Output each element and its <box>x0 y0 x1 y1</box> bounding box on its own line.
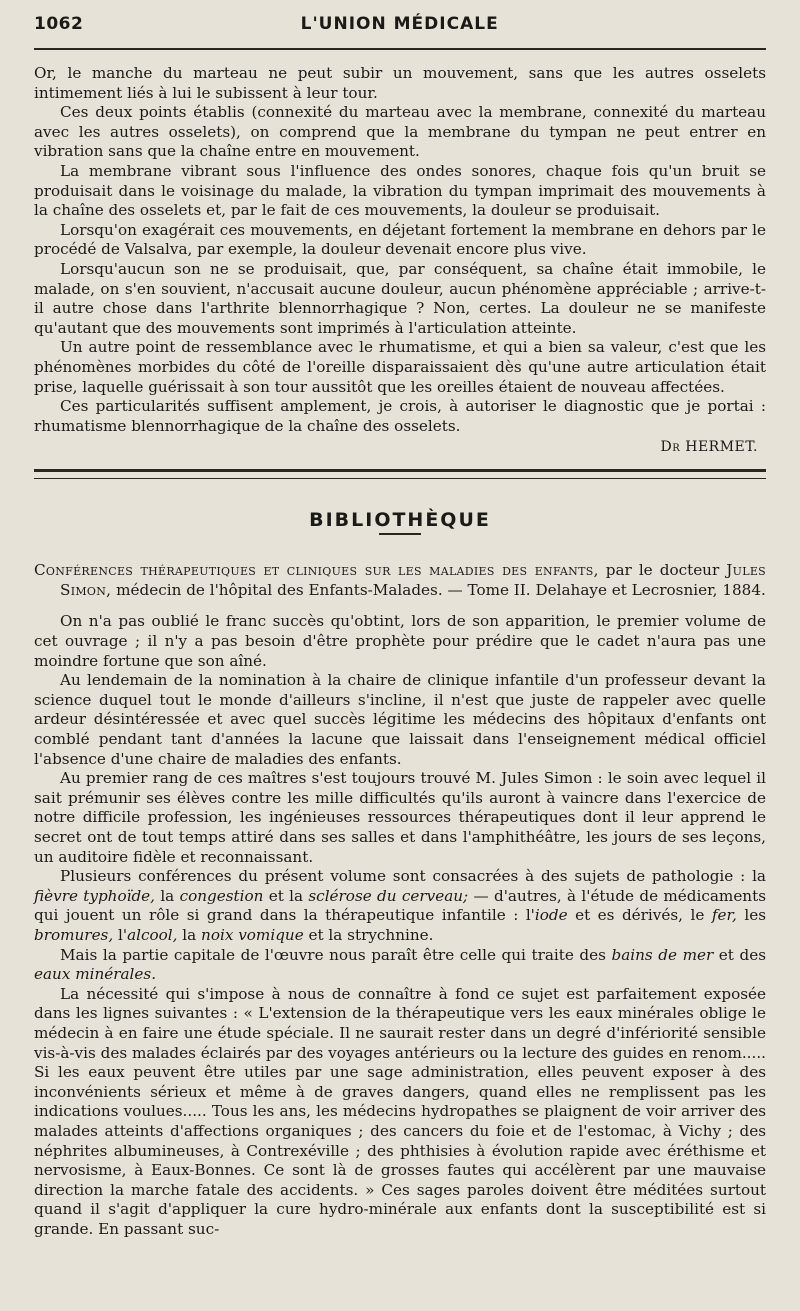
article-body <box>34 64 766 436</box>
text-run: les <box>736 906 767 925</box>
text-run: Plusieurs conférences du présent volume sont consacrées à des sujets de pathologie : la <box>60 867 766 886</box>
review-body <box>34 612 766 1239</box>
section-title: BIBLIOTHÈQUE <box>309 509 491 532</box>
text-run: la <box>177 925 202 944</box>
text-run: et es dérivés, le <box>567 906 712 925</box>
article-paragraph: Lorsqu'aucun son ne se produisait, que, par conséquent, sa chaîne était immobile, le malade, on s'en souvient, n'accusait aucune douleur, aucun phénomène appréciable ; arrive-t-il autre chose dans l'arthrite blennorrhagique ? Non, certes. La douleur ne se manifeste qu'autant que des mouvements sont imprimés à l'articulation atteinte. <box>34 259 766 337</box>
page-header <box>34 14 766 46</box>
italic-term: bains de mer <box>611 945 714 964</box>
article-paragraph: La membrane vibrant sous l'influence des ondes sonores, chaque fois qu'un bruit se produisait dans le voisinage du malade, la vibration du tympan imprimait des mouvements à la chaîne des osselets et, par le fait de ces mouvements, la douleur se produisait. <box>34 161 766 220</box>
text-run: l' <box>113 925 128 944</box>
italic-term: noix vomique <box>201 925 304 944</box>
italic-term: congestion <box>179 886 264 905</box>
review-paragraph: Au lendemain de la nomination à la chaire de clinique infantile d'un professeur devant la science duquel tout le monde d'ailleurs s'incline, il n'est que juste de rappeler avec quelle ardeur désintéressée et avec quel succès légitime les médecins des hôpitaux d'enfants ont comblé pendant tant d'années la lacune que laissait dans l'enseignement médical officiel l'absence d'une chaire de maladies des enfants. <box>34 671 766 768</box>
section-divider <box>34 469 766 479</box>
running-head: L'UNION MÉDICALE <box>300 14 499 34</box>
text-run: et la <box>263 886 309 905</box>
review-paragraph: Au premier rang de ces maîtres s'est toujours trouvé M. Jules Simon : le soin avec lequel il sait prémunir ses élèves contre les mille difficultés qu'ils auront à vaincre dans l'exercice de notre difficile profession, les ingénieuses ressources thérapeutiques dont il leur apprend le secret ont de tout temps attiré dans ses salles et dans l'amphithéâtre, les jours de ses leçons, un auditoire fidèle et reconnaissant. <box>34 769 766 866</box>
review-paragraph: La nécessité qui s'impose à nous de connaître à fond ce sujet est parfaitement exposée dans les lignes suivantes : « L'extension de la thérapeutique vers les eaux minérales oblige le médecin à en faire une étude spéciale. Il ne saurait rester dans un degré d'infériorité sensible vis-à-vis des malades éclairés par des voyages antérieurs ou la lecture des guides en renom..... Si les eaux peuvent être utiles par une sage administration, elles peuvent exposer à des inconvénients sérieux et même à de graves dangers, quand elles ne remplissent pas les indications voulues..... Tous les ans, les médecins hydropathes se plaignent de voir arriver des malades atteints d'affections organiques ; des cancers du foie et de l'estomac, à Vichy ; des néphrites albumineuses, à Contrexéville ; des phthisies à évolution rapide avec éréthisme et nervosisme, à Eaux-Bonnes. Ce sont là de grosses fautes qui accélèrent par une mauvaise direction la marche fatale des accidents. » Ces sages paroles doivent être méditées surtout quand il s'agit d'appliquer la cure hydro-minérale aux enfants dont la susceptibilité est si grande. En passant suc- <box>34 984 766 1238</box>
article-paragraph: Or, le manche du marteau ne peut subir un mouvement, sans que les autres osselets intimement liés à lui le subissent à leur tour. <box>34 64 766 102</box>
book-reference <box>34 561 766 600</box>
italic-term: fer, <box>711 906 737 925</box>
review-paragraph <box>34 867 766 945</box>
review-paragraph <box>34 946 766 985</box>
text-run: la <box>155 886 180 905</box>
article-paragraph: Ces deux points établis (connexité du marteau avec la membrane, connexité du marteau avec les autres osselets), on comprend que la membrane du tympan ne peut entrer en vibration sans que la chaîne entre en mouvement. <box>34 103 766 161</box>
italic-term: alcool, <box>127 925 178 944</box>
text-run: et des <box>713 945 766 964</box>
book-title: Conférences thérapeutiques et cliniques sur les maladies des enfants, <box>34 561 599 580</box>
page-number: 1062 <box>34 14 84 34</box>
header-rule <box>34 48 766 50</box>
title-underline <box>379 533 421 535</box>
review-paragraph: On n'a pas oublié le franc succès qu'obtint, lors de son apparition, le premier volume de cet ouvrage ; il n'y a pas besoin d'être prophète pour prédire que le cadet n'aura pas une moindre fortune que son aîné. <box>34 612 766 670</box>
italic-term: sclérose du cerveau; <box>308 886 469 905</box>
italic-term: bromures, <box>34 925 114 944</box>
book-author: Jules Simon, <box>60 561 767 599</box>
text-run: — d'autres, à l'étude de médicaments qui jouent un rôle si grand dans la thérapeutique infantile : l' <box>34 886 766 925</box>
italic-term: eaux minérales. <box>34 965 157 984</box>
article-paragraph: Lorsqu'on exagérait ces mouvements, en déjetant fortement la membrane en dehors par le procédé de Valsalva, par exemple, la douleur devenait encore plus vive. <box>34 220 766 259</box>
text-run: et la strychnine. <box>303 925 434 944</box>
book-details: médecin de l'hôpital des Enfants-Malades. — Tome II. Delahaye et Lecrosnier, 1884. <box>116 580 766 599</box>
article-paragraph: Un autre point de ressemblance avec le rhumatisme, et qui a bien sa valeur, c'est que les phénomènes morbides du côté de l'oreille disparaissaient dès qu'une autre articulation était prise, laquelle guérissait à son tour aussitôt que les oreilles étaient de nouveau affectées. <box>34 338 766 396</box>
text-run: Mais la partie capitale de l'œuvre nous paraît être celle qui traite des <box>60 945 612 964</box>
italic-term: iode <box>534 906 568 925</box>
author-signature: Dr HERMET. <box>660 439 758 456</box>
italic-term: fièvre typhoïde, <box>34 886 155 905</box>
book-by: par le docteur <box>605 561 720 580</box>
article-paragraph: Ces particularités suffisent amplement, je crois, à autoriser le diagnostic que je portai : rhumatisme blennorrhagique de la chaîne des osselets. <box>34 397 766 435</box>
